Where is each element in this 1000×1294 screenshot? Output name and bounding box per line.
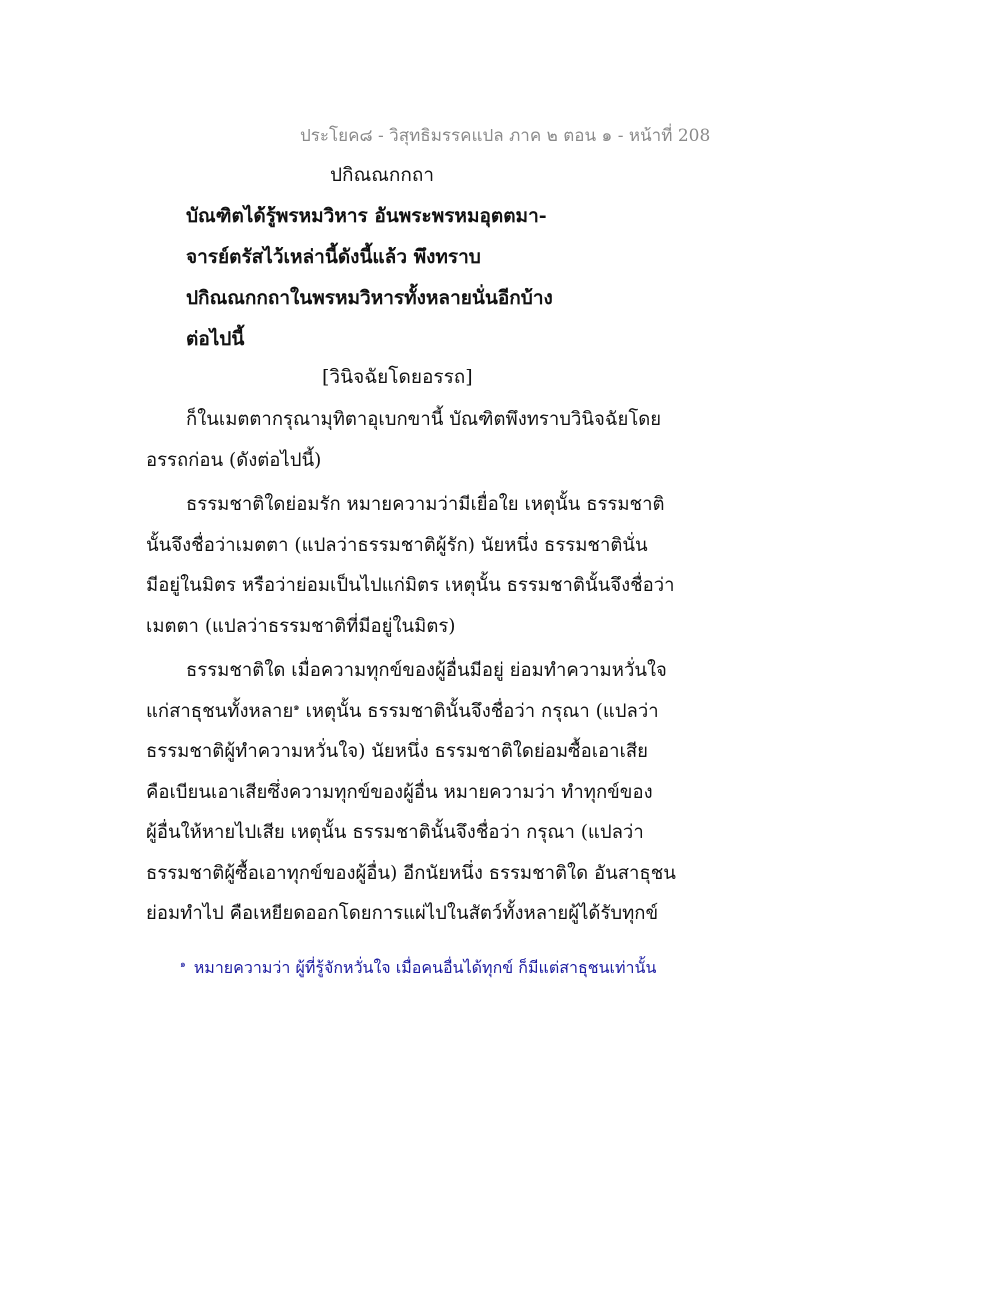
text-line: ธรรมชาติใด เมื่อความทุกข์ของผู้อื่นมีอยู่ ย่อมทำความหวั่นใจ xyxy=(186,660,667,681)
bold-line: จารย์ตรัสไว้เหล่านี้ดังนี้แล้ว พึงทราบ xyxy=(186,246,481,268)
bold-intro-verse xyxy=(186,196,826,360)
bold-line: ต่อไปนี้ xyxy=(186,328,245,350)
text-line: ธรรมชาติผู้ซื้อเอาทุกข์ของผู้อื่น) อีกนัยหนึ่ง ธรรมชาติใด อันสาธุชน xyxy=(146,862,676,884)
text-line: ธรรมชาติใดย่อมรัก หมายความว่ามีเยื่อใย เหตุนั้น ธรรมชาติ xyxy=(186,494,665,515)
bold-line: บัณฑิตได้รู้พรหมวิหาร อันพระพรหมอุตตมา- xyxy=(186,205,547,227)
text-line: นั้นจึงชื่อว่าเมตตา (แปลว่าธรรมชาติผู้รัก) นัยหนึ่ง ธรรมชาตินั่น xyxy=(146,534,648,556)
running-header: ประโยค๘ - วิสุทธิมรรคแปล ภาค ๒ ตอน ๑ - หน้าที่ 208 xyxy=(300,126,711,146)
footnote xyxy=(180,956,656,981)
text-line: อรรถก่อน (ดังต่อไปนี้) xyxy=(146,449,322,471)
footnote-reference: ๑ xyxy=(293,701,300,713)
footnote-text: หมายความว่า ผู้ที่รู้จักหวั่นใจ เมื่อคนอื่นได้ทุกข์ ก็มีแต่สาธุชนเท่านั้น xyxy=(193,958,657,977)
text-line xyxy=(146,692,866,733)
bold-line: ปกิณณกกถาในพรหมวิหารทั้งหลายนั่นอีกบ้าง xyxy=(186,287,553,309)
text-line: ธรรมชาติผู้ทำความหวั่นใจ) นัยหนึ่ง ธรรมชาติใดย่อมซื้อเอาเสีย xyxy=(146,741,648,762)
section-title: ปกิณณกกถา xyxy=(330,164,434,186)
text-line: เมตตา (แปลว่าธรรมชาติที่มีอยู่ในมิตร) xyxy=(146,615,456,637)
text-line: มีอยู่ในมิตร หรือว่าย่อมเป็นไปแก่มิตร เหตุนั้น ธรรมชาตินั้นจึงชื่อว่า xyxy=(146,575,675,596)
footnote-marker: ๑ xyxy=(180,959,186,970)
text-line: ย่อมทำไป คือเหยียดออกโดยการแผ่ไปในสัตว์ทั้งหลายผู้ได้รับทุกข์ xyxy=(146,903,659,924)
text-line: คือเบียนเอาเสียซึ่งความทุกข์ของผู้อื่น หมายความว่า ทำทุกข์ของ xyxy=(146,781,653,803)
subheading: [วินิจฉัยโดยอรรถ] xyxy=(322,366,473,388)
text-line: ก็ในเมตตากรุณามุทิตาอุเบกขานี้ บัณฑิตพึงทราบวินิจฉัยโดย xyxy=(186,409,662,430)
body-text xyxy=(146,400,866,935)
text-fragment: เหตุนั้น ธรรมชาตินั้นจึงชื่อว่า กรุณา (แปลว่า xyxy=(299,700,659,722)
text-line: ผู้อื่นให้หายไปเสีย เหตุนั้น ธรรมชาตินั้นจึงชื่อว่า กรุณา (แปลว่า xyxy=(146,822,644,843)
text-fragment: แก่สาธุชนทั้งหลาย xyxy=(146,700,294,722)
